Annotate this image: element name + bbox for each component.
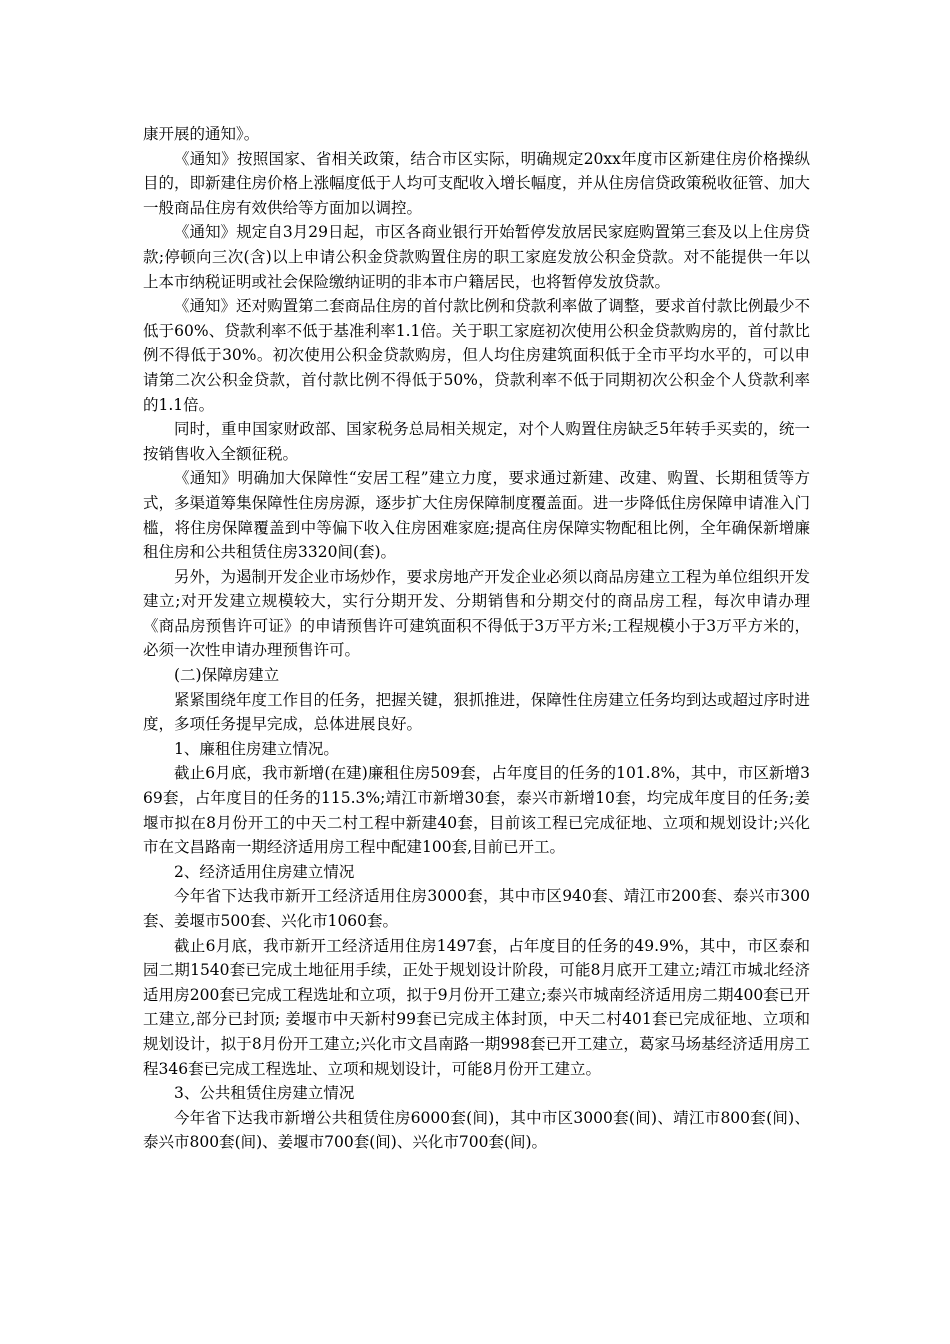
section-heading-affordable-housing: (二)保障房建立 xyxy=(174,666,280,685)
paragraph-low-rent-progress: 截止6月底，我市新增(在建)廉租住房509套，占年度目的任务的101.8%，其中，市区新增369套，占年度目的任务的115.3%;靖江市新增30套，泰兴市新增10套，均完成年度目的任务;姜堰市拟在8月份开工的中天二村工程中新建40套，目前该工程已完成征地、立项和规划设计;兴化市在文昌路南一期经济适用房工程中配建100套,目前已开工。 xyxy=(143,764,810,857)
paragraph-notice-price-target: 《通知》按照国家、省相关政策，结合市区实际，明确规定20xx年度市区新建住房价格操纵目的，即新建住房价格上涨幅度低于人均可支配收入增长幅度，并从住房信贷政策税收征管、加大一般商品住房有效供给等方面加以调控。 xyxy=(143,149,810,217)
paragraph-progress-overview: 紧紧围绕年度工作目的任务，把握关键，狠抓推进，保障性住房建立任务均到达或超过序时进度，多项任务提早完成，总体进展良好。 xyxy=(143,690,810,734)
paragraph-public-rental-quota: 今年省下达我市新增公共租赁住房6000套(间)，其中市区3000套(间)、靖江市800套(间)、泰兴市800套(间)、姜堰市700套(间)、兴化市700套(间)。 xyxy=(143,1108,810,1152)
paragraph-economical-housing-quota: 今年省下达我市新开工经济适用住房3000套，其中市区940套、靖江市200套、泰兴市300套、姜堰市500套、兴化市1060套。 xyxy=(143,887,810,930)
paragraph-economical-housing-progress: 截止6月底，我市新开工经济适用住房1497套，占年度目的任务的49.9%，其中，市区泰和园二期1540套已完成土地征用手续，正处于规划设计阶段，可能8月底开工建立;靖江市城北经济适用房200套已完成工程选址和立项，拟于9月份开工建立;泰兴市城南经济适用房二期400套已开工建立,部分已封顶; 姜堰市中天新村99套已完成主体封顶，中天二村401套已完成征地、立项和规划设计，拟于8月份开工建立;兴化市文昌南路一期998套已开工建立，葛家马场基经济适用房工程346套已完成工程选址、立项和规划设计，可能8月份开工建立。 xyxy=(143,936,810,1078)
subheading-low-rent-housing: 1、廉租住房建立情况。 xyxy=(174,739,339,758)
paragraph-continuation: 康开展的通知》。 xyxy=(143,125,260,143)
subheading-economical-housing: 2、经济适用住房建立情况 xyxy=(174,862,355,881)
document-body xyxy=(143,122,810,1155)
paragraph-notice-down-payment: 《通知》还对购置第二套商品住房的首付款比例和贷款利率做了调整，要求首付款比例最少不低于60%、贷款利率不低于基准利率1.1倍。关于职工家庭初次使用公积金贷款购房的，首付款比例不得低于30%。初次使用公积金贷款购房，但人均住房建筑面积低于全市平均水平的，可以申请第二次公积金贷款，首付款比例不得低于50%，贷款利率不低于同期初次公积金个人贷款利率的1.1倍。 xyxy=(143,297,810,414)
subheading-public-rental-housing: 3、公共租赁住房建立情况 xyxy=(174,1084,355,1103)
paragraph-tax-policy: 同时，重申国家财政部、国家税务总局相关规定，对个人购置住房缺乏5年转手买卖的，统一按销售收入全额征税。 xyxy=(143,420,810,463)
paragraph-notice-loan-suspension: 《通知》规定自3月29日起，市区各商业银行开始暂停发放居民家庭购置第三套及以上住房贷款;停顿向三次(含)以上申请公积金贷款购置住房的职工家庭发放公积金贷款。对不能提供一年以上本市纳税证明或社会保险缴纳证明的非本市户籍居民，也将暂停发放贷款。 xyxy=(143,223,810,291)
paragraph-affordable-housing-project: 《通知》明确加大保障性“安居工程”建立力度，要求通过新建、改建、购置、长期租赁等方式，多渠道筹集保障性住房房源，逐步扩大住房保障制度覆盖面。进一步降低住房保障申请准入门槛，将住房保障覆盖到中等偏下收入住房困难家庭;提高住房保障实物配租比例，全年确保新增廉租住房和公共租赁住房3320间(套)。 xyxy=(143,469,810,562)
paragraph-presale-permit: 另外，为遏制开发企业市场炒作，要求房地产开发企业必须以商品房建立工程为单位组织开发建立;对开发建立规模较大，实行分期开发、分期销售和分期交付的商品房工程，每次申请办理《商品房预售许可证》的申请预售许可建筑面积不得低于3万平方米;工程规模小于3万平方米的，必须一次性申请办理预售许可。 xyxy=(143,567,810,660)
